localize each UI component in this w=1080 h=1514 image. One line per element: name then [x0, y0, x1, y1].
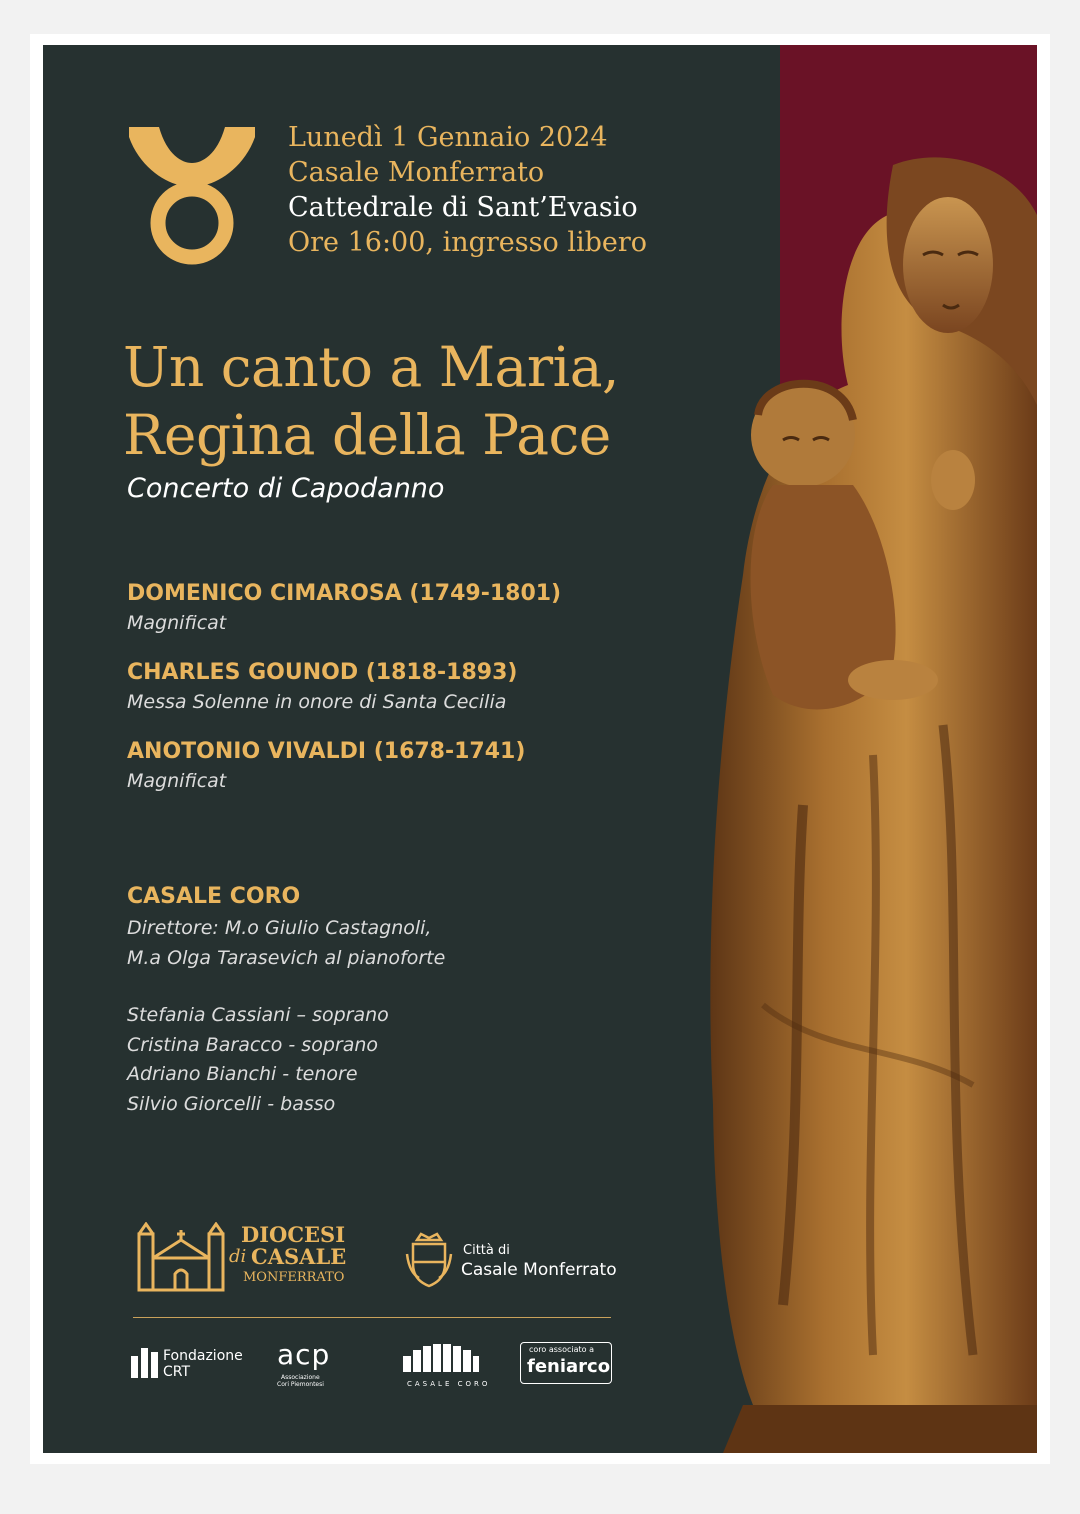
- event-time: Ore 16:00, ingresso libero: [288, 227, 648, 258]
- concert-subtitle: Concerto di Capodanno: [127, 473, 445, 504]
- diocesi-line-2: CASALE: [251, 1244, 347, 1269]
- event-venue: Cattedrale di Sant’Evasio: [288, 192, 638, 223]
- fondazione-crt-icon: [131, 1348, 159, 1378]
- sponsors-divider: [133, 1317, 611, 1318]
- event-info: [288, 120, 647, 260]
- acp-logo-text: acp: [277, 1338, 331, 1371]
- citta-name: Casale Monferrato: [461, 1260, 617, 1280]
- soloists-list: [127, 1001, 445, 1119]
- concert-title: [123, 333, 619, 469]
- composer-name: CHARLES GOUNOD (1818-1893): [127, 660, 518, 685]
- concert-poster: [43, 45, 1037, 1453]
- diocesi-di: di: [229, 1246, 247, 1267]
- event-city: Casale Monferrato: [288, 157, 545, 188]
- program-item: [127, 737, 561, 795]
- casale-coro-logo-icon: [401, 1342, 481, 1376]
- fondazione-line-2: CRT: [163, 1364, 191, 1380]
- cathedral-icon: [135, 1222, 227, 1292]
- work-title: Magnificat: [127, 612, 227, 634]
- feniarco-logo-text: feniarco: [527, 1356, 611, 1377]
- diocesi-line-3: MONFERRATO: [243, 1270, 345, 1285]
- title-line-2: Regina della Pace: [123, 403, 611, 467]
- program-list: [127, 579, 561, 816]
- sant-evasio-logo-icon: [127, 125, 257, 265]
- diocesi-line-1: DIOCESI: [241, 1222, 346, 1247]
- feniarco-caption: coro associato a: [529, 1345, 594, 1354]
- fondazione-line-1: Fondazione: [163, 1348, 243, 1364]
- composer-name: DOMENICO CIMAROSA (1749-1801): [127, 581, 562, 606]
- choir-name: CASALE CORO: [127, 884, 301, 909]
- casale-coro-label: CASALE CORO: [407, 1380, 491, 1388]
- composer-name: ANOTONIO VIVALDI (1678-1741): [127, 739, 526, 764]
- acp-subtitle-2: Cori Piemontesi: [277, 1381, 324, 1388]
- sponsors-row-main: [133, 1220, 617, 1300]
- soloist: Cristina Baracco - soprano: [127, 1033, 378, 1056]
- work-title: Messa Solenne in onore di Santa Cecilia: [127, 691, 507, 713]
- choir-section: [127, 881, 445, 1119]
- soloist: Stefania Cassiani – soprano: [127, 1004, 389, 1026]
- event-date: Lunedì 1 Gennaio 2024: [288, 122, 608, 153]
- citta-label: Città di: [463, 1243, 510, 1258]
- madonna-statue-illustration: [643, 105, 1037, 1453]
- city-crest-icon: [405, 1232, 453, 1288]
- choir-director: Direttore: M.o Giulio Castagnoli,: [127, 917, 432, 939]
- soloist: Adriano Bianchi - tenore: [127, 1063, 358, 1085]
- acp-subtitle-1: Associazione: [281, 1374, 320, 1381]
- program-item: [127, 579, 561, 637]
- work-title: Magnificat: [127, 770, 227, 792]
- choir-pianist: M.a Olga Tarasevich al pianoforte: [127, 947, 446, 969]
- sponsors-row-partners: [131, 1338, 621, 1398]
- soloist: Silvio Giorcelli - basso: [127, 1092, 336, 1115]
- title-line-1: Un canto a Maria,: [123, 335, 620, 399]
- program-item: [127, 658, 561, 716]
